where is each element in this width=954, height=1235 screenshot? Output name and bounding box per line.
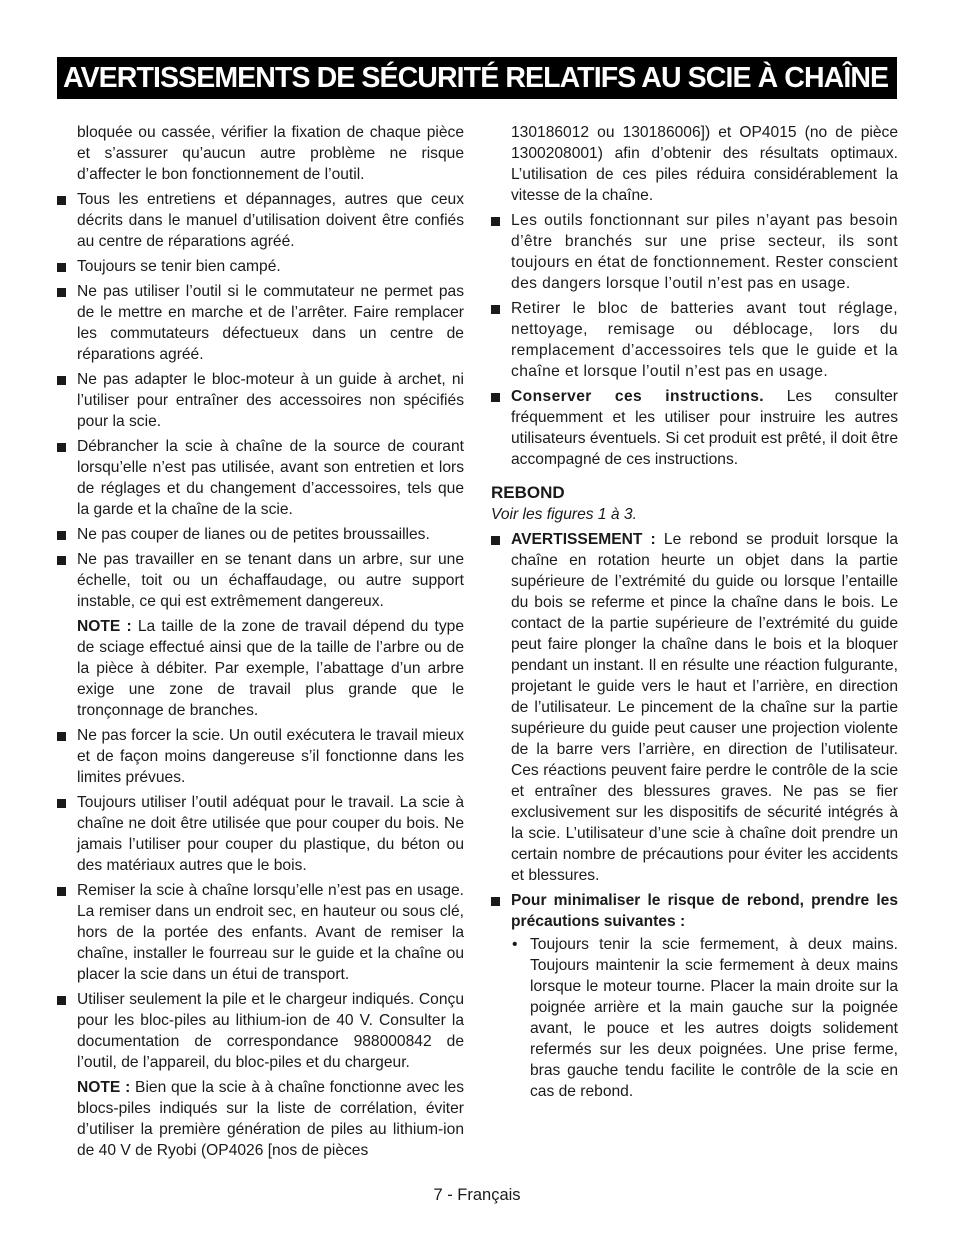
list-item: Conserver ces instructions. Les consulter fréquemment et les utiliser pour instruire les autres utilisateurs éventuels. Si cet produit est prêté, il doit être accompagné de ces instructions. — [491, 386, 898, 470]
note-label: NOTE : — [77, 618, 132, 635]
square-bullet-icon — [57, 799, 66, 808]
square-bullet-icon — [57, 996, 66, 1005]
section-heading: REBOND — [491, 483, 565, 502]
page-number: 7 - Français — [433, 1186, 521, 1204]
square-bullet-icon — [57, 263, 66, 272]
list-item: Tous les entretiens et dépannages, autres que ceux décrits dans le manuel d’utilisation doivent être confiés au centre de réparations agréé. — [57, 189, 464, 252]
square-bullet-icon — [57, 531, 66, 540]
right-column — [491, 122, 898, 1102]
square-bullet-icon — [57, 732, 66, 741]
bullet-dot-icon: • — [512, 936, 518, 953]
continued-paragraph: bloquée ou cassée, vérifier la fixation de chaque pièce et s’assurer qu’aucun autre problème ne risque d’affecter le bon fonctionnement de l’outil. — [77, 124, 464, 183]
list-item: Ne pas travailler en se tenant dans un arbre, sur une échelle, toit ou un échaffaudage, ou autre support instable, ce qui est extrêmement dangereux. — [57, 549, 464, 612]
square-bullet-icon — [491, 536, 500, 545]
keep-instructions-label: Conserver ces instructions. — [511, 388, 765, 405]
note-paragraph: NOTE : Bien que la scie à à chaîne fonctionne avec les blocs-piles indiqués sur la liste de corrélation, éviter d’utiliser la première génération de piles au lithium-ion de 40 V de Ryobi (OP4026 [nos de pièces — [77, 1079, 465, 1159]
page-header-title: AVERTISSEMENTS DE SÉCURITÉ RELATIFS AU SCIE À CHAÎNE — [57, 57, 897, 99]
list-item: Les outils fonctionnant sur piles n’ayant pas besoin d’être branchés sur une prise secteur, ils sont toujours en état de fonctionnement. Rester conscient des dangers lorsque l’outil n’est pas en usage. — [491, 210, 898, 294]
warning-label: AVERTISSEMENT : — [511, 531, 656, 548]
square-bullet-icon — [491, 897, 500, 906]
square-bullet-icon — [57, 376, 66, 385]
note-paragraph: NOTE : La taille de la zone de travail dépend du type de sciage effectué ainsi que de la taille de l’arbre ou de la pièce à débiter. Par exemple, l’abattage d’un arbre exige une zone de travail plus grande que le tronçonnage de branches. — [77, 618, 465, 719]
list-item: Ne pas forcer la scie. Un outil exécutera le travail mieux et de façon moins dangereuse s’il fonctionne dans les limites prévues. — [57, 725, 464, 788]
list-item: Remiser la scie à chaîne lorsqu’elle n’est pas en usage. La remiser dans un endroit sec, en hauteur ou sous clé, hors de la portée des enfants. Avant de remiser la chaîne, installer le fourreau sur le guide et la chaîne ou placer la scie dans un étui de transport. — [57, 880, 464, 985]
square-bullet-icon — [491, 305, 500, 314]
square-bullet-icon — [491, 217, 500, 226]
note-label: NOTE : — [77, 1079, 131, 1096]
left-column — [57, 122, 464, 1161]
square-bullet-icon — [491, 393, 500, 402]
square-bullet-icon — [57, 556, 66, 565]
square-bullet-icon — [57, 443, 66, 452]
list-item: Ne pas utiliser l’outil si le commutateur ne permet pas de le mettre en marche et de l’arrêter. Faire remplacer les commutateurs défectueux dans un centre de réparations agréé. — [57, 281, 464, 365]
list-item: Utiliser seulement la pile et le chargeur indiqués. Conçu pour les bloc-piles au lithium-ion de 40 V. Consulter la documentation de correspondance 988000842 de l’outil, de l’appareil, du bloc-piles et du chargeur. — [57, 989, 464, 1073]
precautions-heading: Pour minimaliser le risque de rebond, prendre les précautions suivantes : — [511, 892, 898, 930]
continued-paragraph: 130186012 ou 130186006]) et OP4015 (no de pièce 1300208001) afin d’obtenir des résultats optimaux. L’utilisation de ces piles réduira considérablement la vitesse de la chaîne. — [511, 124, 898, 204]
list-item: Ne pas couper de lianes ou de petites broussailles. — [57, 524, 464, 545]
section-subtitle: Voir les figures 1 à 3. — [491, 506, 637, 523]
list-item: Toujours se tenir bien campé. — [57, 256, 464, 277]
list-item — [491, 890, 898, 932]
warning-item: AVERTISSEMENT : Le rebond se produit lorsque la chaîne en rotation heurte un objet dans la partie supérieure de l’extrémité du guide ou lorsque l’entaille du bois se referme et pince la chaîne dans le bois. Le contact de la partie supérieure de l’extrémité du guide peut faire plonger la chaîne dans le bois et la bloquer pendant un instant. Il en résulte une réaction fulgurante, projetant le guide vers le haut et l’arrière, en direction de l’utilisateur. Le pincement de la chaîne sur la partie supérieure du guide peut causer une projection violente de la barre vers l’arrière, en direction de l’utilisateur. Ces réactions peuvent faire perdre le contrôle de la scie et entraîner des blessures graves. Ne pas se fier exclusivement sur les dispositifs de sécurité intégrés à la scie. L’utilisateur d’une scie à chaîne doit prendre un certain nombre de précautions pour éviter les accidents et blessures. — [491, 529, 898, 886]
list-item: Toujours utiliser l’outil adéquat pour le travail. La scie à chaîne ne doit être utilisée que pour couper du bois. Ne jamais l’utiliser pour couper du plastique, du béton ou des matériaux autres que le bois. — [57, 792, 464, 876]
square-bullet-icon — [57, 196, 66, 205]
square-bullet-icon — [57, 887, 66, 896]
list-item: Retirer le bloc de batteries avant tout réglage, nettoyage, remisage ou déblocage, lors du remplacement d’accessoires tels que le guide et la chaîne et lorsque l’outil n’est pas en usage. — [491, 298, 898, 382]
square-bullet-icon — [57, 288, 66, 297]
sub-bullet-item: • Toujours tenir la scie fermement, à deux mains. Toujours maintenir la scie fermement à deux mains lorsque le moteur tourne. Placer la main droite sur la poignée arrière et la main gauche sur la poignée avant, le pouce et les autres doigts solidement refermés sur les deux poignées. Une prise ferme, bras gauche tendu facilite le contrôle de la scie en cas de rebond. — [512, 936, 898, 1100]
list-item: Ne pas adapter le bloc-moteur à un guide à archet, ni l’utiliser pour entraîner des accessoires non spécifiés pour la scie. — [57, 369, 464, 432]
list-item: Débrancher la scie à chaîne de la source de courant lorsqu’elle n’est pas utilisée, avant son entretien et lors de réglages et du changement d’accessoires, tels que la garde et la chaîne de la scie. — [57, 436, 464, 520]
